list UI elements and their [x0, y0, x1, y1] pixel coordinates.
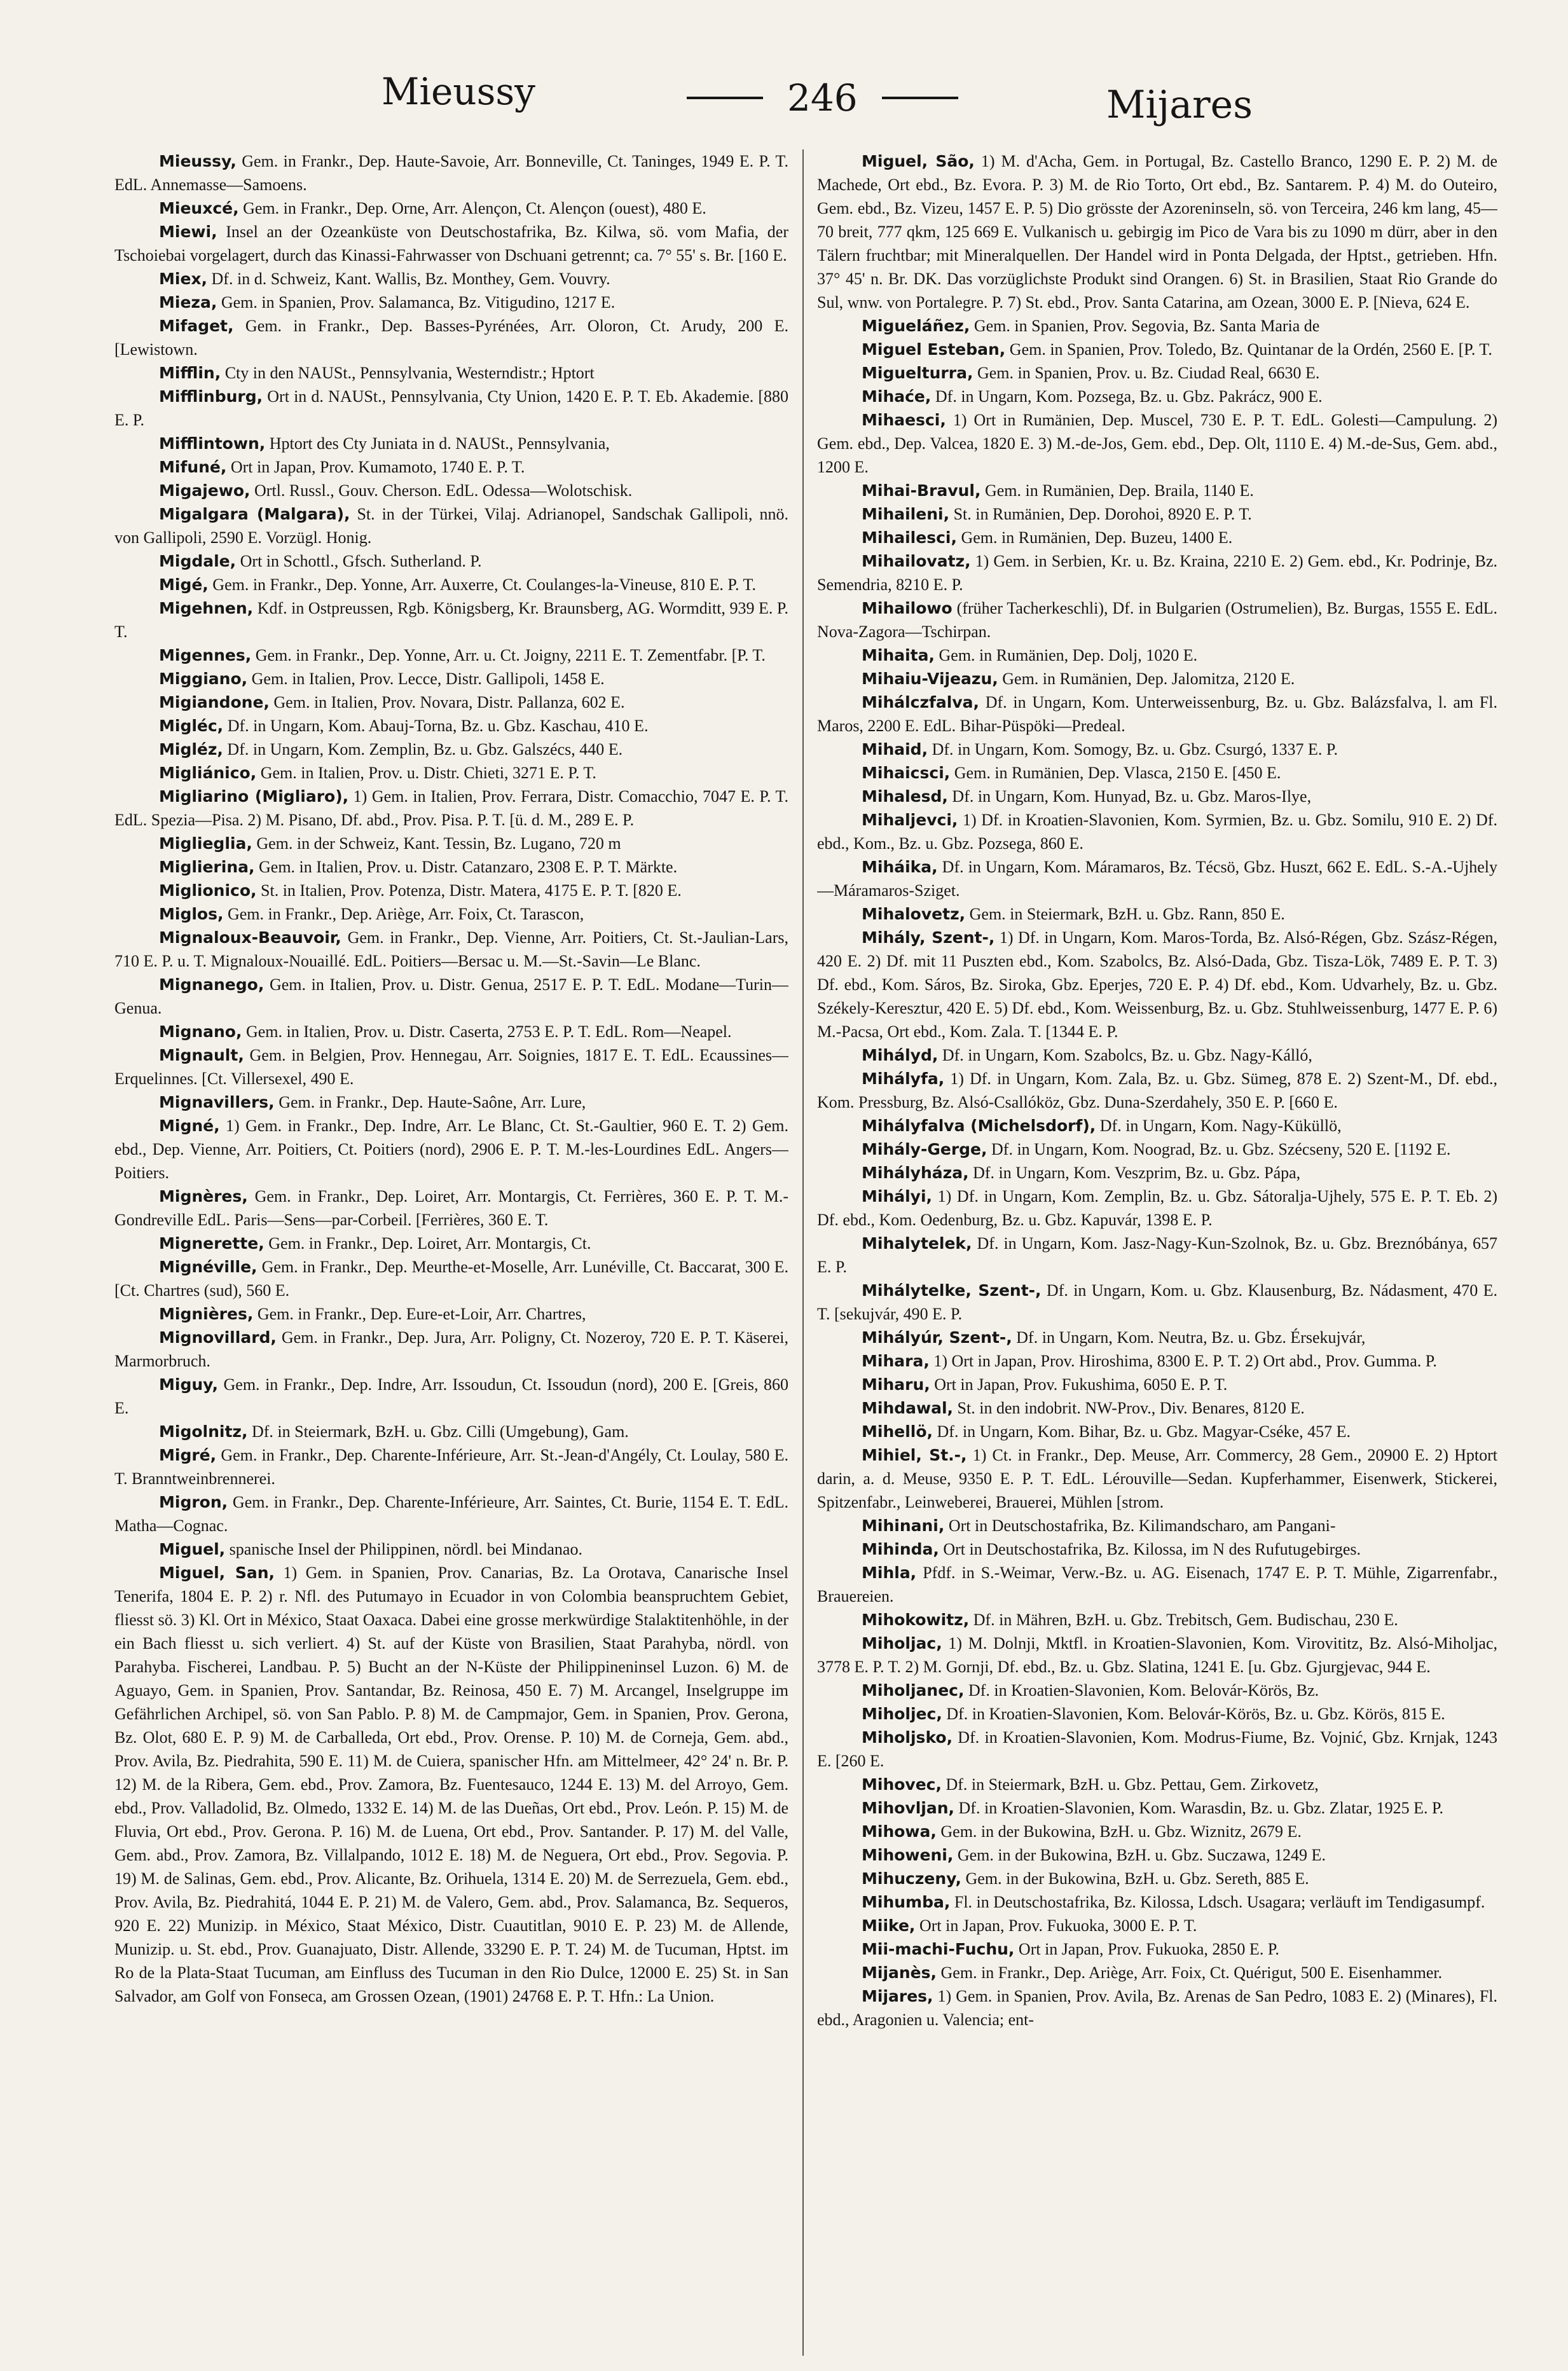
gazetteer-entry: [817, 149, 1497, 314]
entry-text: Gem. in Frankr., Dep. Basses-Pyrénées, Arr. Oloron, Ct. Arudy, 200 E. [Lewistown.: [114, 317, 788, 359]
entry-headword: Mifflin,: [159, 364, 221, 382]
entry-text: Gem. in Frankr., Dep. Orne, Arr. Alençon, Ct. Alençon (ouest), 480 E.: [238, 199, 706, 217]
entry-headword: Mihály, Szent-,: [862, 928, 995, 947]
entry-headword: Mihara,: [862, 1352, 930, 1370]
entry-headword: Miglos,: [159, 905, 224, 923]
entry-headword: Mihovec,: [862, 1775, 942, 1794]
entry-headword: Mifuné,: [159, 458, 227, 476]
gazetteer-entry: [114, 220, 788, 267]
gazetteer-entry: [817, 1702, 1497, 1726]
entry-text: 1) Df. in Ungarn, Kom. Maros-Torda, Bz. Alsó-Régen, Gbz. Szász-Régen, 420 E. 2) Df. mit 11 Puszten ebd., Kom. Szabolcs, Bz. Alsó-Dada, Gbz. Tisza-Lök, 7489 E. P. T. 3) Df. ebd., Kom. Sáros, Bz. Siroka, Gbz. Eperjes, 720 E. P. 4) Df. ebd., Kom. Udvarhely, Bz. u. Gbz. Székely-Keresztur, 420 E. 5) Df. ebd., Kom. Weissenburg, Bz. u. Gbz. Stuhlweissenburg, 1477 E. P. 6) M.-Pacsa, Ort ebd., Kom. Zala. T. [1344 E. P.: [817, 928, 1497, 1041]
entry-text: Df. in Ungarn, Kom. Zemplin, Bz. u. Gbz. Galszécs, 440 E.: [223, 740, 623, 759]
gazetteer-entry: [817, 479, 1497, 502]
entry-headword: Mihdawal,: [862, 1399, 954, 1417]
entry-text: Gem. in Frankr., Dep. Jura, Arr. Poligny, Ct. Nozeroy, 720 E. P. T. Käserei, Marmorbruch.: [114, 1328, 788, 1370]
gazetteer-entry: [817, 1043, 1497, 1067]
gazetteer-entry: [817, 1420, 1497, 1443]
entry-headword: Mignavillers,: [159, 1093, 275, 1111]
gazetteer-entry: [114, 1490, 788, 1537]
gazetteer-entry: [114, 549, 788, 573]
gazetteer-entry: [817, 667, 1497, 691]
entry-text: St. in der Türkei, Vilaj. Adrianopel, Sandschak Gallipoli, nnö. von Gallipoli, 2590 E. Vorzügl. Honig.: [114, 505, 788, 547]
entry-text: Gem. in Frankr., Dep. Yonne, Arr. Auxerre, Ct. Coulanges-la-Vineuse, 810 E. P. T.: [208, 575, 756, 594]
entry-text: 1) M. d'Acha, Gem. in Portugal, Bz. Castello Branco, 1290 E. P. 2) M. de Machede, Ort ebd., Bz. Evora. P. 3) M. de Rio Torto, Ort ebd., Bz. Santarem. P. 4) M. do Outeiro, Gem. ebd., Bz. Vizeu, 1457 E. P. 5) Dio grösste der Azoreninseln, sö. von Terceira, 246 km lang, 45—70 breit, 777 qkm, 125 669 E. Vulkanisch u. gebirgig im Pico de Vara bis zu 1090 m dürr, aber in den Tälern fruchtbar; mit Mineralquellen. Der Handel wird in Ponta Delgada, der Hptst., getrieben. Hfn. 37° 45' n. Br. DK. Das vorzüglichste Produkt sind Orangen. 6) St. in Brasilien, Staat Rio Grande do Sul, wnw. von Portalegre. P. 7) St. ebd., Prov. Santa Catarina, am Ozean, 3000 E. P. [Nieva, 624 E.: [817, 152, 1497, 312]
gazetteer-entry: [817, 1984, 1497, 2031]
entry-headword: Migron,: [159, 1493, 228, 1511]
gazetteer-entry: [817, 1820, 1497, 1843]
entry-headword: Mignerette,: [159, 1234, 265, 1253]
entry-text: Gem. in Frankr., Dep. Charente-Inférieure, Arr. St.-Jean-d'Angély, Ct. Loulay, 580 E. T. Branntweinbrennerei.: [114, 1446, 788, 1488]
entry-text: Gem. in der Bukowina, BzH. u. Gbz. Wiznitz, 2679 E.: [936, 1822, 1302, 1841]
gazetteer-entry: [817, 1373, 1497, 1396]
entry-text: Gem. in Spanien, Prov. Salamanca, Bz. Vitigudino, 1217 E.: [217, 293, 616, 312]
entry-headword: Mihellö,: [862, 1422, 933, 1441]
entry-text: Df. in d. Schweiz, Kant. Wallis, Bz. Monthey, Gem. Vouvry.: [207, 270, 610, 288]
entry-headword: Mihalesd,: [862, 787, 948, 806]
gazetteer-entry: [817, 361, 1497, 385]
entry-text: Gem. in Italien, Prov. u. Distr. Chieti, 3271 E. P. T.: [256, 764, 596, 782]
gazetteer-entry: [817, 902, 1497, 926]
entry-headword: Miguel Esteban,: [862, 340, 1006, 359]
entry-headword: Mieussy,: [159, 152, 237, 170]
gazetteer-entry: [114, 1185, 788, 1232]
entry-text: Gem. in Italien, Prov. Lecce, Distr. Gallipoli, 1458 E.: [247, 670, 605, 688]
entry-text: 1) Df. in Ungarn, Kom. Zemplin, Bz. u. Gbz. Sátoralja-Ujhely, 575 E. P. T. Eb. 2) Df. ebd., Kom. Oedenburg, Bz. u. Gbz. Kapuvár, 1398 E. P.: [817, 1187, 1497, 1229]
gazetteer-entry: [114, 1090, 788, 1114]
gazetteer-entry: [817, 502, 1497, 526]
gazetteer-entry: [114, 1043, 788, 1090]
entry-headword: Mihailovatz,: [862, 552, 971, 570]
header-first-keyword: Mieussy: [382, 70, 535, 113]
entry-headword: Migléz,: [159, 740, 223, 759]
entry-headword: Mihokowitz,: [862, 1611, 970, 1629]
entry-text: 1) Ort in Japan, Prov. Hiroshima, 8300 E. P. T. 2) Ort abd., Prov. Gumma. P.: [929, 1352, 1437, 1370]
entry-headword: Miglierina,: [159, 858, 255, 876]
entry-headword: Miguelturra,: [862, 364, 973, 382]
entry-text: Df. in Ungarn, Kom. Veszprim, Bz. u. Gbz. Pápa,: [968, 1164, 1301, 1182]
entry-headword: Mifflinburg,: [159, 387, 263, 406]
entry-headword: Miguel, São,: [862, 152, 975, 170]
entry-text: Gem. in Steiermark, BzH. u. Gbz. Rann, 850 E.: [965, 905, 1285, 923]
entry-headword: Mifaget,: [159, 317, 234, 335]
entry-text: Gem. in Italien, Prov. u. Distr. Caserta, 2753 E. P. T. EdL. Rom—Neapel.: [242, 1022, 732, 1041]
gazetteer-entry: [114, 361, 788, 385]
gazetteer-entry: [817, 926, 1497, 1043]
entry-headword: Mihályi,: [862, 1187, 933, 1206]
entry-headword: Mihaid,: [862, 740, 928, 759]
entry-text: 1) Df. in Kroatien-Slavonien, Kom. Syrmien, Bz. u. Gbz. Somilu, 910 E. 2) Df. ebd., Kom., Bz. u. Gbz. Pozsega, 860 E.: [817, 811, 1497, 853]
entry-text: 1) Gem. in Spanien, Prov. Canarias, Bz. La Orotava, Canarische Insel Tenerifa, 1804 E. P. 2) r. Nfl. des Putumayo in Ecuador in von Colombia beanspruchtem Gebiet, fliesst sö. 3) Kl. Ort in México, Staat Oaxaca. Dabei eine grosse merkwürdige Stalaktitenhöhle, in der ein Bach fliesst u. sich verliert. 4) St. auf der Küste von Brasilien, Staat Parahyba, nördl. von Parahyba. Fischerei, Landbau. P. 5) Bucht an der N-Küste der Philippineninsel Luzon. 6) M. de Aguayo, Gem. in Spanien, Prov. Santandar, Bz. Reinosa, 450 E. 7) M. Arcangel, Inselgruppe im Gefährlichen Archipel, sö. von San Pablo. P. 8) M. de Campmajor, Gem. in Spanien, Prov. Gerona, Bz. Olot, 680 E. P. 9) M. de Carballeda, Ort ebd., Prov. Orense. P. 10) M. de Corneja, Gem. abd., Prov. Avila, Bz. Piedrahita, 590 E. 11) M. de Cuiera, spanischer Hfn. am Mittelmeer, 42° 24' n. Br. P. 12) M. de la Ribera, Gem. ebd., Prov. Zamora, Bz. Fuentesauco, 1244 E. 13) M. del Arroyo, Gem. ebd., Prov. Valladolid, Bz. Olmedo, 1332 E. 14) M. de las Dueñas, Ort ebd., Prov. León. P. 15) M. de Fluvia, Ort ebd., Prov. Gerona. P. 16) M. de Luena, Ort ebd., Prov. Santander. P. 17) M. del Valle, Gem. abd., Prov. Zamora, Bz. Villalpando, 1012 E. 18) M. de Neguera, Ort ebd., Prov. Segovia. P. 19) M. de Salinas, Gem. ebd., Prov. Alicante, Bz. Orihuela, 1314 E. 20) M. de Serrezuela, Gem. ebd., Prov. Avila, Bz. Piedrahitá, 1044 E. P. 21) M. de Valero, Gem. abd., Prov. Salamanca, Bz. Sequeros, 920 E. 22) Munizip. in México, Staat México, Distr. Cuautitlan, 9010 E. P. 23) M. de Allende, Munizip. u. St. ebd., Prov. Guanajuato, Distr. Allende, 33290 E. P. T. 24) M. de Tucuman, Hptst. im Ro de la Plata-Staat Tucuman, am Einfluss des Tucuman in den Rio Dulce, 12000 E. 25) St. in San Salvador, am Golf von Fonseca, am Grossen Ozean, (1901) 24768 E. P. T. Hfn.: La Union.: [114, 1563, 788, 2005]
entry-text: 1) Ct. in Frankr., Dep. Meuse, Arr. Commercy, 28 Gem., 20900 E. 2) Hptort darin, a. d. Meuse, 9350 E. P. T. EdL. Lérouville—Sedan. Kupferhammer, Eisenwerk, Stickerei, Spitzenfabr., Leinweberei, Brauerei, Mühlen [strom.: [817, 1446, 1497, 1511]
gazetteer-entry: [114, 314, 788, 361]
gazetteer-entry: [114, 1255, 788, 1302]
entry-headword: Miglieglia,: [159, 834, 252, 853]
entry-text: 1) Gem. in Italien, Prov. Ferrara, Distr. Comacchio, 7047 E. P. T. EdL. Spezia—Pisa. 2) M. Pisano, Df. abd., Prov. Pisa. P. T. [ü. d. M., 289 E. P.: [114, 787, 788, 829]
gazetteer-entry: [817, 1608, 1497, 1632]
entry-text: Df. in Ungarn, Kom. Nagy-Küküllö,: [1096, 1117, 1342, 1135]
gazetteer-entry: [817, 314, 1497, 338]
entry-headword: Mihály-Gerge,: [862, 1140, 987, 1158]
gazetteer-entry: [114, 196, 788, 220]
gazetteer-entry: [114, 1302, 788, 1326]
entry-headword: Mihályd,: [862, 1046, 939, 1064]
entry-headword: Mignanego,: [159, 975, 265, 994]
entry-headword: Mihályúr, Szent-,: [862, 1328, 1012, 1347]
entry-text: Gem. in Belgien, Prov. Hennegau, Arr. Soignies, 1817 E. T. EdL. Ecaussines—Erquelinnes. [Ct. Villersexel, 490 E.: [114, 1046, 788, 1088]
entry-text: Df. in Kroatien-Slavonien, Kom. Belovár-Körös, Bz.: [964, 1681, 1319, 1700]
entry-text: Ort in Deutschostafrika, Bz. Kilimandscharo, am Pangani-: [944, 1516, 1336, 1535]
entry-headword: Mihla,: [862, 1563, 917, 1582]
entry-headword: Mihoweni,: [862, 1846, 954, 1864]
gazetteer-entry: [817, 596, 1497, 643]
gazetteer-entry: [114, 973, 788, 1020]
entry-text: Gem. in Frankr., Dep. Meurthe-et-Moselle, Arr. Lunéville, Ct. Baccarat, 300 E. [Ct. Chartres (sud), 560 E.: [114, 1258, 788, 1300]
entry-headword: Migé,: [159, 575, 209, 594]
gazetteer-entry: [817, 1632, 1497, 1679]
gazetteer-entry: [817, 1279, 1497, 1326]
entry-headword: Migré,: [159, 1446, 217, 1464]
gazetteer-entry: [114, 1373, 788, 1420]
gazetteer-entry: [114, 879, 788, 902]
entry-headword: Migiandone,: [159, 693, 270, 711]
entry-headword: Miguel,: [159, 1540, 226, 1558]
entry-headword: Mihaita,: [862, 646, 935, 664]
entry-headword: Mihuczeny,: [862, 1869, 962, 1888]
entry-headword: Miholjanec,: [862, 1681, 965, 1700]
gazetteer-entry: [114, 596, 788, 643]
gazetteer-entry: [817, 1443, 1497, 1514]
gazetteer-entry: [817, 1867, 1497, 1890]
entry-text: Ort in Japan, Prov. Fukushima, 6050 E. P. T.: [930, 1375, 1228, 1394]
gazetteer-entry: [817, 1185, 1497, 1232]
gazetteer-entry: [114, 291, 788, 314]
entry-headword: Migalgara (Malgara),: [159, 505, 350, 523]
gazetteer-entry: [817, 1326, 1497, 1349]
page-number-block: [687, 76, 958, 120]
entry-headword: Migliarino (Migliaro),: [159, 787, 349, 806]
right-column: [817, 149, 1497, 2356]
entry-text: Df. in Ungarn, Kom. u. Gbz. Klausenburg, Bz. Nádasment, 470 E. T. [sekujvár, 490 E. P.: [817, 1281, 1497, 1323]
gazetteer-entry: [114, 502, 788, 549]
header-last-keyword: Mijares: [1106, 83, 1253, 127]
entry-text: Df. in Steiermark, BzH. u. Gbz. Cilli (Umgebung), Gam.: [247, 1422, 629, 1441]
gazetteer-entry: [114, 149, 788, 196]
entry-headword: Migennes,: [159, 646, 252, 664]
entry-headword: Mignères,: [159, 1187, 248, 1206]
entry-text: Df. in Ungarn, Kom. Szabolcs, Bz. u. Gbz. Nagy-Kálló,: [938, 1046, 1312, 1064]
entry-headword: Mihaljevci,: [862, 811, 958, 829]
entry-headword: Migajewo,: [159, 481, 251, 500]
gazetteer-entry: [114, 1443, 788, 1490]
entry-text: Gem. in Italien, Prov. Novara, Distr. Pallanza, 602 E.: [269, 693, 625, 711]
entry-text: Gem. in Frankr., Dep. Yonne, Arr. u. Ct. Joigny, 2211 E. T. Zementfabr. [P. T.: [251, 646, 766, 664]
entry-headword: Miike,: [862, 1916, 916, 1935]
entry-headword: Miholjsko,: [862, 1728, 953, 1747]
entry-text: Pfdf. in S.-Weimar, Verw.-Bz. u. AG. Eisenach, 1747 E. P. T. Mühle, Zigarrenfabr., Brauereien.: [817, 1563, 1497, 1605]
entry-text: Gem. in Rumänien, Dep. Buzeu, 1400 E.: [956, 528, 1233, 547]
entry-text: Df. in Ungarn, Kom. Hunyad, Bz. u. Gbz. Maros-Ilye,: [947, 787, 1312, 806]
entry-text: Kdf. in Ostpreussen, Rgb. Königsberg, Kr. Braunsberg, AG. Wormditt, 939 E. P. T.: [114, 599, 788, 641]
gazetteer-entry: [817, 1914, 1497, 1937]
entry-headword: Mihalovetz,: [862, 905, 966, 923]
entry-headword: Mieza,: [159, 293, 217, 312]
entry-headword: Mijares,: [862, 1987, 933, 2005]
entry-headword: Mihályháza,: [862, 1164, 969, 1182]
entry-headword: Mifflintown,: [159, 434, 266, 453]
entry-text: Ort in d. NAUSt., Pennsylvania, Cty Union, 1420 E. P. T. Eb. Akademie. [880 E. P.: [114, 387, 788, 429]
entry-headword: Miholjec,: [862, 1705, 942, 1723]
gazetteer-entry: [817, 1937, 1497, 1961]
entry-text: Gem. in Spanien, Prov. Segovia, Bz. Santa Maria de: [970, 317, 1320, 335]
entry-headword: Miguel, San,: [159, 1563, 275, 1582]
entry-text: Gem. in Spanien, Prov. Toledo, Bz. Quintanar de la Ordén, 2560 E. [P. T.: [1005, 340, 1492, 359]
gazetteer-entry: [114, 643, 788, 667]
entry-headword: Miharu,: [862, 1375, 930, 1394]
entry-text: Df. in Ungarn, Kom. Máramaros, Bz. Técsö, Gbz. Huszt, 662 E. EdL. S.-A.-Ujhely—Máramaros-Sziget.: [817, 858, 1497, 900]
entry-headword: Mihinani,: [862, 1516, 945, 1535]
entry-headword: Mijanès,: [862, 1963, 937, 1982]
entry-text: Hptort des Cty Juniata in d. NAUSt., Pennsylvania,: [265, 434, 610, 453]
entry-headword: Miháika,: [862, 858, 938, 876]
entry-text: Ort in Japan, Prov. Fukuoka, 3000 E. P. T.: [915, 1916, 1197, 1935]
entry-text: Gem. in Rumänien, Dep. Dolj, 1020 E.: [935, 646, 1198, 664]
entry-text: Df. in Ungarn, Kom. Somogy, Bz. u. Gbz. Csurgó, 1337 E. P.: [928, 740, 1338, 759]
gazetteer-entry: [817, 385, 1497, 408]
page-header: [0, 64, 1568, 134]
entry-text: 1) Ort in Rumänien, Dep. Muscel, 730 E. P. T. EdL. Golesti—Campulung. 2) Gem. ebd., Dep. Valcea, 1820 E. 3) M.-de-Jos, Gem. ebd., Dep. Olt, 1110 E. 4) M.-de-Sus, Gem. abd., 1200 E.: [817, 411, 1497, 476]
entry-headword: Miex,: [159, 270, 208, 288]
gazetteer-entry: [817, 1679, 1497, 1702]
entry-text: Gem. in Frankr., Dep. Loiret, Arr. Montargis, Ct.: [264, 1234, 591, 1253]
entry-text: Gem. in Frankr., Dep. Ariège, Arr. Foix, Ct. Tarascon,: [223, 905, 584, 923]
gazetteer-entry: [114, 1232, 788, 1255]
entry-headword: Mieuxcé,: [159, 199, 239, 217]
entry-headword: Miglionico,: [159, 881, 257, 900]
gazetteer-entry: [114, 926, 788, 973]
entry-headword: Migehnen,: [159, 599, 254, 617]
gazetteer-entry: [114, 902, 788, 926]
entry-headword: Mignano,: [159, 1022, 242, 1041]
gazetteer-entry: [817, 1961, 1497, 1984]
entry-headword: Mignovillard,: [159, 1328, 277, 1347]
entry-headword: Mihálczfalva,: [862, 693, 980, 711]
gazetteer-entry: [817, 1514, 1497, 1537]
entry-headword: Mihowa,: [862, 1822, 937, 1841]
gazetteer-entry: [817, 1773, 1497, 1796]
gazetteer-entry: [817, 408, 1497, 479]
gazetteer-entry: [817, 1114, 1497, 1137]
gazetteer-entry: [817, 1796, 1497, 1820]
entry-text: Df. in Ungarn, Kom. Unterweissenburg, Bz. u. Gbz. Balázsfalva, l. am Fl. Maros, 2200 E. EdL. Bihar-Püspöki—Predeal.: [817, 693, 1497, 735]
column-divider: [802, 149, 804, 2356]
gazetteer-entry: [114, 691, 788, 714]
entry-text: Gem. in Frankr., Dep. Haute-Savoie, Arr. Bonneville, Ct. Taninges, 1949 E. P. T. EdL. Annemasse—Samoens.: [114, 152, 788, 194]
entry-text: Gem. in Rumänien, Dep. Vlasca, 2150 E. [450 E.: [950, 764, 1281, 782]
gazetteer-entry: [817, 1161, 1497, 1185]
gazetteer-entry: [114, 1326, 788, 1373]
entry-headword: Migueláñez,: [862, 317, 970, 335]
entry-text: Df. in Steiermark, BzH. u. Gbz. Pettau, Gem. Zirkovetz,: [942, 1775, 1319, 1794]
entry-headword: Mihályfalva (Michelsdorf),: [862, 1117, 1096, 1135]
entry-text: Df. in Ungarn, Kom. Pozsega, Bz. u. Gbz. Pakrácz, 900 E.: [931, 387, 1323, 406]
entry-text: St. in Italien, Prov. Potenza, Distr. Matera, 4175 E. P. T. [820 E.: [256, 881, 682, 900]
entry-text: Ort in Japan, Prov. Kumamoto, 1740 E. P. T.: [226, 458, 525, 476]
gazetteer-entry: [817, 1561, 1497, 1608]
entry-text: Gem. in Frankr., Dep. Ariège, Arr. Foix, Ct. Quérigut, 500 E. Eisenhammer.: [937, 1963, 1443, 1982]
entry-text: St. in den indobrit. NW-Prov., Div. Benares, 8120 E.: [953, 1399, 1305, 1417]
entry-text: Gem. in Frankr., Dep. Eure-et-Loir, Arr. Chartres,: [253, 1305, 586, 1323]
gazetteer-entry: [114, 667, 788, 691]
entry-text: 1) M. Dolnji, Mktfl. in Kroatien-Slavonien, Kom. Virovititz, Bz. Alsó-Miholjac, 3778 E. P. T. 2) M. Gornji, Df. ebd., Bz. u. Gbz. Slatina, 1241 E. [u. Gbz. Gjurgjevac, 944 E.: [817, 1634, 1497, 1676]
entry-headword: Mihiel, St.-,: [862, 1446, 967, 1464]
entry-text: Df. in Mähren, BzH. u. Gbz. Trebitsch, Gem. Budischau, 230 E.: [969, 1611, 1398, 1629]
entry-text: Ort in Schottl., Gfsch. Sutherland. P.: [236, 552, 482, 570]
entry-text: Gem. in Frankr., Dep. Loiret, Arr. Montargis, Ct. Ferrières, 360 E. P. T. M.-Gondreville EdL. Paris—Sens—par-Corbeil. [Ferrières, 360 E. T.: [114, 1187, 788, 1229]
entry-headword: Mii-machi-Fuchu,: [862, 1940, 1015, 1958]
entry-text: Df. in Ungarn, Kom. Bihar, Bz. u. Gbz. Magyar-Cséke, 457 E.: [933, 1422, 1351, 1441]
gazetteer-entry: [114, 267, 788, 291]
entry-text: Df. in Kroatien-Slavonien, Kom. Belovár-Körös, Bz. u. Gbz. Körös, 815 E.: [942, 1705, 1445, 1723]
entry-headword: Mignault,: [159, 1046, 244, 1064]
gazetteer-entry: [817, 549, 1497, 596]
entry-text: Gem. in Frankr., Dep. Indre, Arr. Issoudun, Ct. Issoudun (nord), 200 E. [Greis, 860 E.: [114, 1375, 788, 1417]
entry-headword: Mihumba,: [862, 1893, 951, 1911]
entry-headword: Mihaesci,: [862, 411, 946, 429]
page-number: 246: [787, 76, 858, 120]
entry-text: (früher Tacherkeschli), Df. in Bulgarien (Ostrumelien), Bz. Burgas, 1555 E. EdL. Nova-Zagora—Tschirpan.: [817, 599, 1497, 641]
gazetteer-entry: [817, 691, 1497, 738]
entry-headword: Mihaileni,: [862, 505, 950, 523]
gazetteer-entry: [114, 785, 788, 832]
entry-headword: Miguy,: [159, 1375, 218, 1394]
entry-text: spanische Insel der Philippinen, nördl. bei Mindanao.: [225, 1540, 582, 1558]
entry-headword: Mihálytelke, Szent-,: [862, 1281, 1042, 1300]
entry-text: Gem. in Rumänien, Dep. Braila, 1140 E.: [980, 481, 1254, 500]
entry-text: Gem. in Italien, Prov. u. Distr. Genua, 2517 E. P. T. EdL. Modane—Turin—Genua.: [114, 975, 788, 1017]
entry-text: Gem. in Rumänien, Dep. Jalomitza, 2120 E.: [998, 670, 1295, 688]
header-dash-left: [687, 97, 763, 99]
entry-headword: Mihalytelek,: [862, 1234, 972, 1253]
entry-text: St. in Rumänien, Dep. Dorohoi, 8920 E. P. T.: [949, 505, 1252, 523]
entry-headword: Miggiano,: [159, 670, 248, 688]
gazetteer-entry: [817, 738, 1497, 761]
gazetteer-entry: [817, 1067, 1497, 1114]
entry-text: Gem. in Frankr., Dep. Charente-Inférieure, Arr. Saintes, Ct. Burie, 1154 E. T. EdL. Matha—Cognac.: [114, 1493, 788, 1535]
header-dash-right: [882, 97, 958, 99]
gazetteer-entry: [817, 1537, 1497, 1561]
gazetteer-entry: [817, 1396, 1497, 1420]
entry-headword: Mihailesci,: [862, 528, 957, 547]
entry-text: Gem. in Frankr., Dep. Vienne, Arr. Poitiers, Ct. St.-Jaulian-Lars, 710 E. P. u. T. Mignaloux-Nouaillé. EdL. Poitiers—Bersac u. M.—St.-Savin—Le Blanc.: [114, 928, 788, 970]
entry-text: Fl. in Deutschostafrika, Bz. Kilossa, Ldsch. Usagara; verläuft im Tendigasumpf.: [950, 1893, 1485, 1911]
entry-text: 1) Gem. in Frankr., Dep. Indre, Arr. Le Blanc, Ct. St.-Gaultier, 960 E. T. 2) Gem. ebd., Dep. Vienne, Arr. Poitiers, Ct. Poitiers (nord), 2906 E. P. T. M.-les-Lourdines EdL. Angers—Poitiers.: [114, 1117, 788, 1182]
gazetteer-entry: [817, 785, 1497, 808]
gazetteer-entry: [817, 1843, 1497, 1867]
entry-headword: Miewi,: [159, 223, 217, 241]
entry-text: Gem. in Frankr., Dep. Haute-Saône, Arr. Lure,: [274, 1093, 586, 1111]
entry-headword: Mignières,: [159, 1305, 254, 1323]
entry-headword: Mihinda,: [862, 1540, 939, 1558]
entry-headword: Mihaicsci,: [862, 764, 951, 782]
gazetteer-entry: [817, 1726, 1497, 1773]
entry-text: Ort in Japan, Prov. Fukuoka, 2850 E. P.: [1014, 1940, 1279, 1958]
entry-headword: Mihai-Bravul,: [862, 481, 981, 500]
entry-headword: Mihovljan,: [862, 1799, 955, 1817]
gazetteer-entry: [817, 643, 1497, 667]
entry-text: Gem. in der Bukowina, BzH. u. Gbz. Sereth, 885 E.: [961, 1869, 1309, 1888]
gazetteer-entry: [114, 432, 788, 455]
gazetteer-entry: [817, 1349, 1497, 1373]
entry-text: 1) Df. in Ungarn, Kom. Zala, Bz. u. Gbz. Sümeg, 878 E. 2) Szent-M., Df. ebd., Kom. Pressburg, Bz. Alsó-Csallóköz, Gbz. Duna-Szerdahely, 350 E. P. [660 E.: [817, 1069, 1497, 1111]
entry-headword: Migné,: [159, 1117, 220, 1135]
entry-headword: Mihályfa,: [862, 1069, 945, 1088]
gazetteer-entry: [817, 761, 1497, 785]
gazetteer-entry: [114, 573, 788, 596]
gazetteer-entry: [114, 1114, 788, 1185]
gazetteer-entry: [114, 1020, 788, 1043]
entry-headword: Miholjac,: [862, 1634, 942, 1653]
entry-headword: Migolnitz,: [159, 1422, 248, 1441]
gazetteer-entry: [817, 808, 1497, 855]
gazetteer-entry: [817, 526, 1497, 549]
gazetteer-entry: [817, 1232, 1497, 1279]
entry-text: Ort in Deutschostafrika, Bz. Kilossa, im N des Rufutugebirges.: [939, 1540, 1361, 1558]
entry-text: Gem. in Italien, Prov. u. Distr. Catanzaro, 2308 E. P. T. Märkte.: [254, 858, 678, 876]
gazetteer-entry: [114, 1561, 788, 2008]
gazetteer-entry: [114, 855, 788, 879]
left-column: [114, 149, 788, 2356]
entry-text: Gem. in Spanien, Prov. u. Bz. Ciudad Real, 6630 E.: [973, 364, 1320, 382]
entry-headword: Mignaloux-Beauvoir,: [159, 928, 341, 947]
gazetteer-entry: [114, 738, 788, 761]
entry-headword: Mihailowo: [862, 599, 952, 617]
gazetteer-entry: [817, 1890, 1497, 1914]
gazetteer-entry: [114, 455, 788, 479]
entry-headword: Migliánico,: [159, 764, 257, 782]
gazetteer-entry: [817, 338, 1497, 361]
entry-text: 1) Gem. in Spanien, Prov. Avila, Bz. Arenas de San Pedro, 1083 E. 2) (Minares), Fl. ebd., Aragonien u. Valencia; ent-: [817, 1987, 1497, 2029]
gazetteer-entry: [114, 832, 788, 855]
entry-text: Ortl. Russl., Gouv. Cherson. EdL. Odessa—Wolotschisk.: [250, 481, 633, 500]
entry-text: Df. in Ungarn, Kom. Jasz-Nagy-Kun-Szolnok, Bz. u. Gbz. Breznóbánya, 657 E. P.: [817, 1234, 1497, 1276]
entry-headword: Mignéville,: [159, 1258, 258, 1276]
gazetteer-entry: [114, 714, 788, 738]
entry-text: Df. in Ungarn, Kom. Abauj-Torna, Bz. u. Gbz. Kaschau, 410 E.: [223, 717, 649, 735]
gazetteer-entry: [114, 479, 788, 502]
entry-text: Gem. in der Bukowina, BzH. u. Gbz. Suczawa, 1249 E.: [953, 1846, 1326, 1864]
gazetteer-entry: [114, 761, 788, 785]
entry-text: Insel an der Ozeanküste von Deutschostafrika, Bz. Kilwa, sö. vom Mafia, der Tschoiebai vorgelagert, durch das Kinassi-Fahrwasser von Dschuani getrennt; ca. 7° 55' s. Br. [160 E.: [114, 223, 788, 265]
entry-headword: Migdale,: [159, 552, 237, 570]
entry-text: Df. in Kroatien-Slavonien, Kom. Warasdin, Bz. u. Gbz. Zlatar, 1925 E. P.: [954, 1799, 1444, 1817]
entry-text: 1) Gem. in Serbien, Kr. u. Bz. Kraina, 2210 E. 2) Gem. ebd., Kr. Podrinje, Bz. Semendria, 8210 E. P.: [817, 552, 1497, 594]
gazetteer-entry: [817, 1137, 1497, 1161]
gazetteer-entry: [114, 1420, 788, 1443]
entry-headword: Migléc,: [159, 717, 224, 735]
gazetteer-entry: [114, 1537, 788, 1561]
entry-headword: Mihaiu-Vijeazu,: [862, 670, 998, 688]
entry-text: Gem. in der Schweiz, Kant. Tessin, Bz. Lugano, 720 m: [252, 834, 621, 853]
entry-text: Df. in Kroatien-Slavonien, Kom. Modrus-Fiume, Bz. Vojnić, Gbz. Krnjak, 1243 E. [260 E.: [817, 1728, 1497, 1770]
entry-headword: Mihaće,: [862, 387, 932, 406]
entry-text: Df. in Ungarn, Kom. Neutra, Bz. u. Gbz. Érsekujvár,: [1012, 1328, 1366, 1347]
entry-text: Cty in den NAUSt., Pennsylvania, Westerndistr.; Hptort: [221, 364, 595, 382]
gazetteer-entry: [817, 855, 1497, 902]
entry-text: Df. in Ungarn, Kom. Noograd, Bz. u. Gbz. Szécseny, 520 E. [1192 E.: [987, 1140, 1451, 1158]
gazetteer-entry: [114, 385, 788, 432]
